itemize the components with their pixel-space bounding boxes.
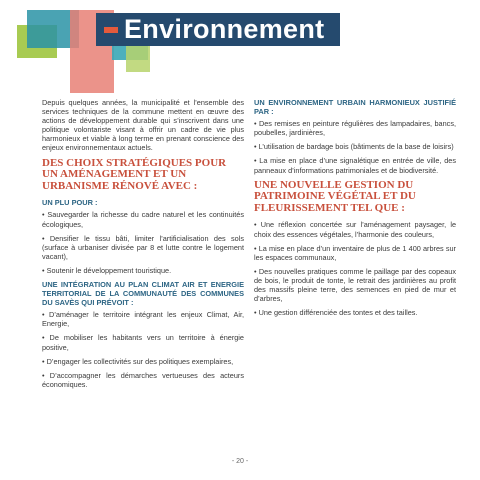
left-column (42, 98, 244, 394)
page-title-bar (96, 13, 340, 46)
list-item: • Une gestion différenciée des tontes et des tailles. (254, 308, 418, 318)
list-item: • Densifier le tissu bâti, limiter l’artificialisation des sols (surface à urbaniser divisée par 8 et lutte contre le logement vacant), (42, 233, 244, 261)
list-item: • Une réflexion concertée sur l’aménagement paysager, le choix des essences végétales, l’harmonie des couleurs, (254, 220, 456, 239)
decor-block-lightgreen (126, 44, 150, 72)
subheading: UNE INTÉGRATION AU PLAN CLIMAT AIR ET ENERGIE TERRITORIAL DE LA COMMUNAUTÉ DES COMMUNES DU SAVÈS QUI PRÉVOIT : (42, 280, 244, 308)
section-heading: DES CHOIX STRATÉGIQUES POUR UN AMÉNAGEMENT ET UN URBANISME RÉNOVÉ AVEC : (42, 156, 227, 192)
page-title: Environnement (124, 14, 325, 44)
list-item: • L’utilisation de bardage bois (bâtiments de la base de loisirs) (254, 142, 454, 152)
right-column (254, 98, 456, 322)
page-number: - 20 - (231, 458, 249, 465)
list-item: • D’engager les collectivités sur des politiques exemplaires, (42, 356, 234, 366)
intro-paragraph: Depuis quelques années, la municipalité et l’ensemble des services techniques de la commune mettent en œuvre des actions de développement durable qui s’inscrivent dans une politique volontariste visant à offrir un cadre de vie plus harmonieux et viable à long terme en prenant conscience des enjeux environnementaux actuels. (42, 98, 244, 153)
title-accent-mark (104, 27, 118, 33)
list-item: • La mise en place d’une signalétique en entrée de ville, des panneaux d’informations patrimoniales et de biodiversité. (254, 156, 456, 175)
list-item: • Des remises en peinture régulières des lampadaires, bancs, poubelles, jardinières, (254, 119, 456, 138)
list-item: • De mobiliser les habitants vers un territoire à énergie positive, (42, 333, 244, 352)
list-item: • D’aménager le territoire intégrant les enjeux Climat, Air, Energie, (42, 310, 244, 329)
list-item: • La mise en place d’un inventaire de plus de 1 400 arbres sur les espaces communaux, (254, 243, 456, 262)
subheading: UN PLU POUR : (42, 198, 98, 208)
list-item: • Soutenir le développement touristique. (42, 265, 172, 275)
section-heading: UNE NOUVELLE GESTION DU PATRIMOINE VÉGÉTAL ET DU FLEURISSEMENT TEL QUE : (254, 178, 416, 214)
list-item: • Des nouvelles pratiques comme le paillage par des copeaux de bois, le produit de tonte, le retrait des jardinières au profit des massifs pleine terre, des semences en pied de mur et d’arbres, (254, 266, 456, 304)
list-item: • D’accompagner les démarches vertueuses des acteurs économiques. (42, 370, 244, 389)
list-item: • Sauvegarder la richesse du cadre naturel et les continuités écologiques, (42, 210, 244, 229)
subheading: UN ENVIRONNEMENT URBAIN HARMONIEUX JUSTIFIÉ PAR : (254, 98, 456, 117)
